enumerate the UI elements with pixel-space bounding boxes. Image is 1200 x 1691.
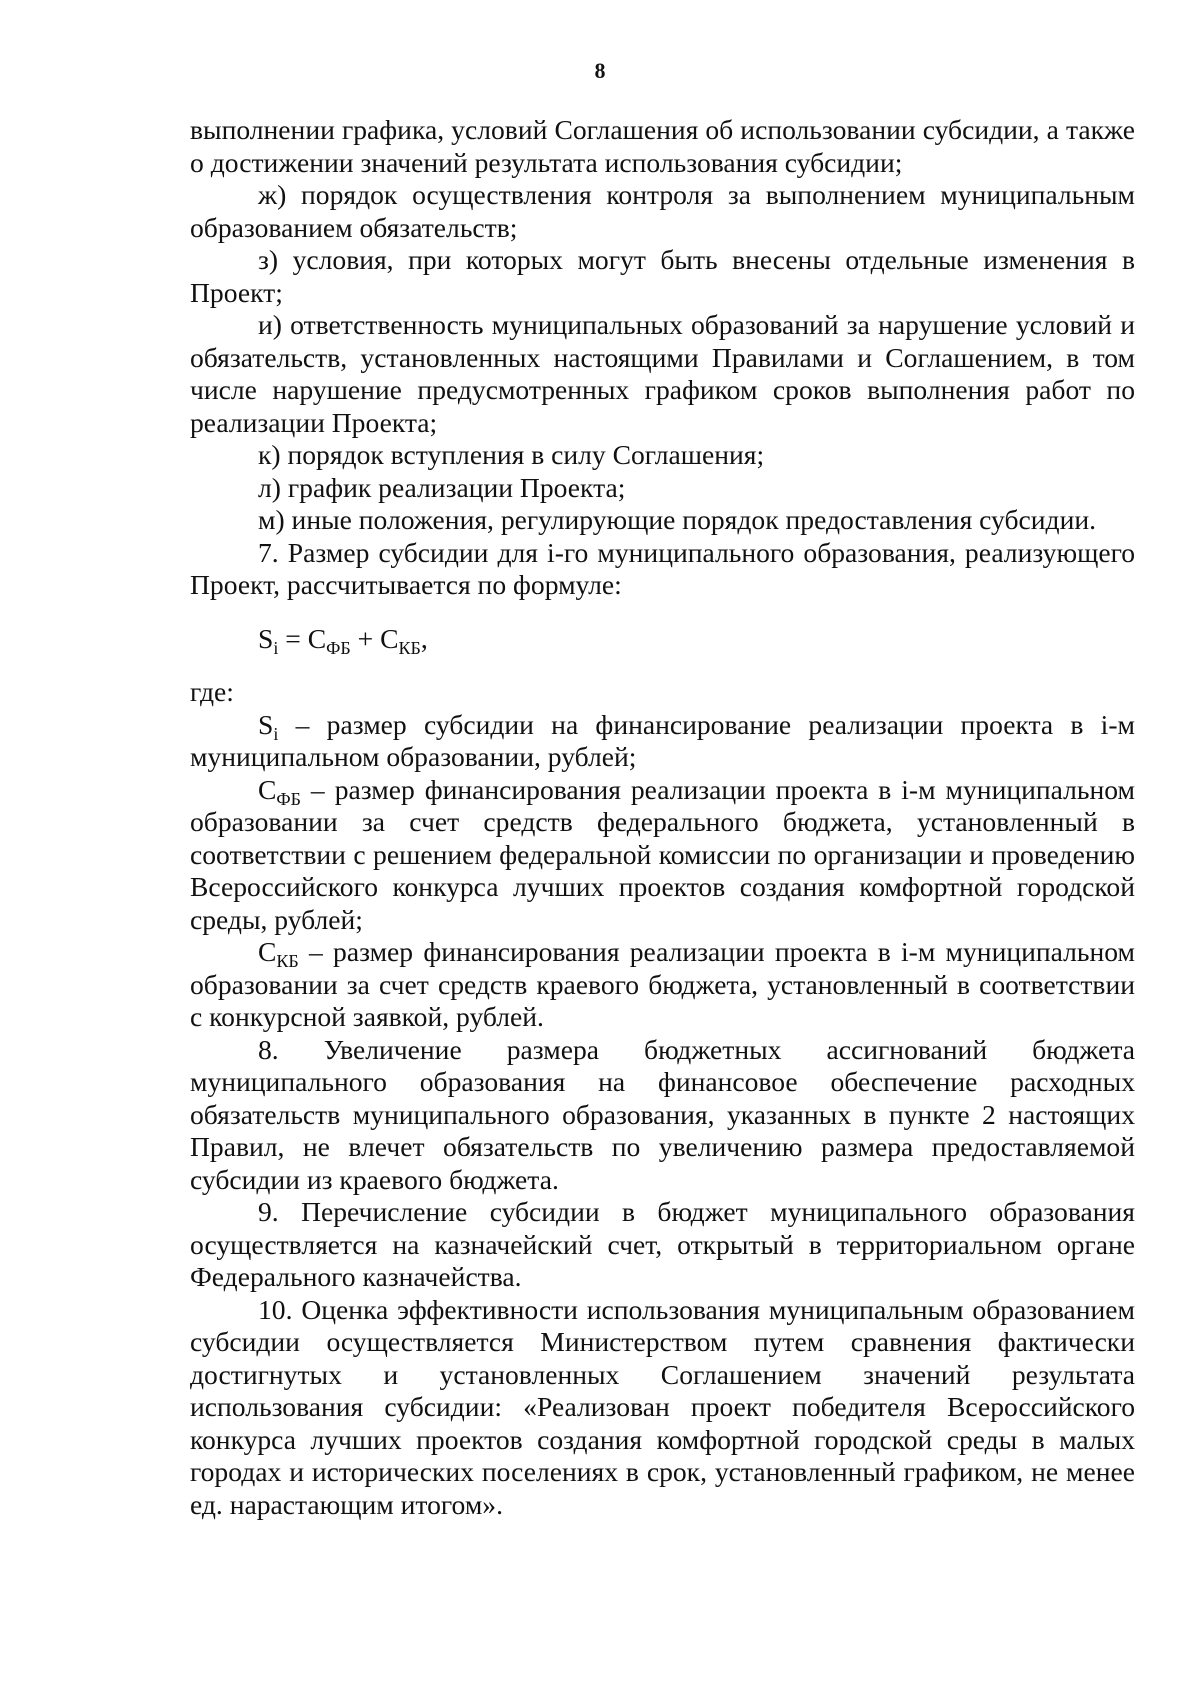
document-body xyxy=(190,114,1135,1521)
definition-si-symbol: $S_i$ xyxy=(258,708,279,744)
paragraph-item-i: и) ответственность муниципальных образований за нарушение условий и обязательств, установленных настоящими Правилами и Соглашением, в том числе нарушение предусмотренных графиком сроков выполнения работ по реализации Проекта; xyxy=(190,309,1135,438)
formula-cfb-symbol: $C_{ФБ}$ xyxy=(307,622,351,658)
paragraph-10: 10. Оценка эффективности использования муниципальным образованием субсидии осуществляется Министерством путем сравнения фактически достигнутых и установленных Соглашением значений результата использования субсидии: «Реализован проект победителя Всероссийского конкурса лучших проектов создания комфортной городской среды в малых городах и исторических поселениях в срок, установленный графиком, не менее ед. нарастающим итогом». xyxy=(190,1293,1135,1520)
definition-ckb: $C_{КБ}$ – размер финансирования реализации проекта в i-м муниципальном образовании за счет средств краевого бюджета, установленный в соответствии с конкурсной заявкой, рублей. xyxy=(190,936,1135,1032)
paragraph-8: 8. Увеличение размера бюджетных ассигнований бюджета муниципального образования на финансовое обеспечение расходных обязательств муниципального образования, указанных в пункте 2 настоящих Правил, не влечет обязательств по увеличению размера предоставляемой субсидии из краевого бюджета. xyxy=(190,1033,1135,1195)
paragraph-item-k: к) порядок вступления в силу Соглашения; xyxy=(258,439,765,470)
paragraph-item-z: з) условия, при которых могут быть внесены отдельные изменения в Проект; xyxy=(190,244,1135,308)
subsidy-formula: $S_i = C_{ФБ} + C_{КБ}$, xyxy=(258,622,428,658)
paragraph-7: 7. Размер субсидии для i-го муниципального образования, реализующего Проект, рассчитывается по формуле: xyxy=(190,536,1135,600)
paragraph-continuation: выполнении графика, условий Соглашения об использовании субсидии, а также о достижении значений результата использования субсидии; xyxy=(190,114,1135,178)
definition-cfb: $C_{ФБ}$ – размер финансирования реализации проекта в i-м муниципальном образовании за счет средств федерального бюджета, установленный в соответствии с решением федеральной комиссии по организации и проведению Всероссийского конкурса лучших проектов создания комфортной городской среды, рублей; xyxy=(190,773,1135,935)
formula-ckb-symbol: $C_{КБ}$ xyxy=(380,622,421,658)
definition-cfb-symbol: $C_{ФБ}$ xyxy=(258,773,301,809)
paragraph-item-zh: ж) порядок осуществления контроля за выполнением муниципальным образованием обязательств; xyxy=(190,179,1135,243)
paragraph-item-m: м) иные положения, регулирующие порядок предоставления субсидии. xyxy=(258,504,1097,535)
page-number: 8 xyxy=(594,58,606,83)
paragraph-item-l: л) график реализации Проекта; xyxy=(258,471,626,503)
paragraph-9: 9. Перечисление субсидии в бюджет муниципального образования осуществляется на казначейский счет, открытый в территориальном органе Федерального казначейства. xyxy=(190,1196,1135,1292)
definition-ckb-symbol: $C_{КБ}$ xyxy=(258,936,299,971)
definition-si: $S_i$ – размер субсидии на финансирование реализации проекта в i-м муниципальном образовании, рублей; xyxy=(190,708,1135,772)
where-label: где: xyxy=(190,676,234,707)
formula-s-symbol: $S_i$ xyxy=(258,622,279,658)
